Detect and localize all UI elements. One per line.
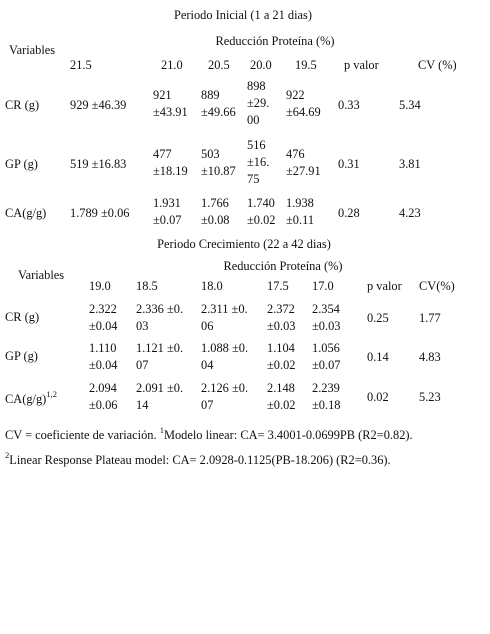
table2-col-header: 18.0	[201, 279, 223, 293]
footnote-marker: 1	[159, 424, 164, 435]
table1-cell: 0.31	[338, 157, 360, 171]
table2-cell: 2.372 ±0.03	[267, 302, 296, 333]
table1-cell: 0.33	[338, 98, 360, 112]
table2-col-header: CV(%)	[419, 279, 455, 293]
table2-title: Periodo Crecimiento (22 a 42 dias)	[157, 237, 331, 251]
table2-cell: 2.091 ±0. 14	[136, 381, 184, 412]
table1-cell: 519 ±16.83	[70, 157, 127, 171]
table1-cell: 516 ±16. 75	[247, 138, 270, 186]
table2-cell: 1.056 ±0.07	[312, 341, 341, 372]
table2-cell: 2.311 ±0. 06	[201, 302, 248, 333]
table1-col-header: 20.5	[208, 58, 230, 72]
table1-cell: 5.34	[399, 98, 421, 112]
table2-cell: 2.239 ±0.18	[312, 381, 341, 412]
table2-cell: 1.77	[419, 311, 441, 325]
table1-cell: 1.931 ±0.07	[153, 196, 182, 227]
table1-cell: 929 ±46.39	[70, 98, 127, 112]
table1-cell: 921 ±43.91	[153, 88, 188, 119]
table1-title: Periodo Inicial (1 a 21 dias)	[174, 8, 312, 22]
table1-cell: 1.766 ±0.08	[201, 196, 230, 227]
table1-col-header: 20.0	[250, 58, 272, 72]
table1-cell: 0.28	[338, 206, 360, 220]
footnote-line-2	[5, 449, 391, 467]
table1-col-header: 21.5	[70, 58, 92, 72]
table2-cell: 1.121 ±0. 07	[136, 341, 184, 372]
table2-cell: 2.322 ±0.04	[89, 302, 118, 333]
table1-cell: 1.789 ±0.06	[70, 206, 130, 220]
table2-cell: 0.14	[367, 350, 389, 364]
table1-row-label: CA(g/g)	[5, 206, 47, 220]
table1-group-header: Reducción Proteína (%)	[215, 34, 335, 48]
footnote-cv: CV = coeficiente de variación.	[5, 428, 160, 442]
table2-row-label	[5, 388, 57, 406]
table1-row-label: GP (g)	[5, 157, 38, 171]
table2-col-header: p valor	[367, 279, 402, 293]
table1-cell: 4.23	[399, 206, 421, 220]
table1-cell: 889 ±49.66	[201, 88, 236, 119]
table1-col-header: CV (%)	[418, 58, 457, 72]
table1-cell: 477 ±18.19	[153, 147, 188, 178]
table1-cell: 898 ±29. 00	[247, 79, 270, 127]
footnote-plateau-model: Linear Response Plateau model: CA= 2.0928-0.1125(PB-18.206) (R2=0.36).	[9, 453, 391, 467]
table2-row-label: CR (g)	[5, 310, 40, 324]
table2-col-header: 19.0	[89, 279, 111, 293]
footnote-line-1	[5, 424, 413, 442]
table2-group-header: Reducción Proteína (%)	[223, 259, 343, 273]
table2-cell: 2.336 ±0. 03	[136, 302, 184, 333]
table2-cell: 0.02	[367, 390, 389, 404]
table2-cell: 0.25	[367, 311, 389, 325]
table1-cell: 1.938 ±0.11	[286, 196, 315, 227]
table1-variables-header: Variables	[9, 43, 56, 57]
table2-cell: 2.094 ±0.06	[89, 381, 118, 412]
table1-cell: 476 ±27.91	[286, 147, 321, 178]
table2-col-header: 17.5	[267, 279, 289, 293]
table2-variables-header: Variables	[18, 268, 65, 282]
table2-row-label-text: CA(g/g)	[5, 392, 47, 406]
table1-col-header: 19.5	[295, 58, 317, 72]
table1-cell: 1.740 ±0.02	[247, 196, 276, 227]
table1-row-label: CR (g)	[5, 98, 40, 112]
footnote-marker: 1,2	[46, 388, 57, 399]
table2-cell: 1.110 ±0.04	[89, 341, 118, 372]
table2-cell: 2.148 ±0.02	[267, 381, 296, 412]
table2-cell: 1.104 ±0.02	[267, 341, 296, 372]
table2-cell: 5.23	[419, 390, 441, 404]
table1-cell: 922 ±64.69	[286, 88, 321, 119]
table1-cell: 503 ±10.87	[201, 147, 236, 178]
table1-col-header: 21.0	[161, 58, 183, 72]
table1-cell: 3.81	[399, 157, 421, 171]
table2-col-header: 18.5	[136, 279, 158, 293]
footnote-marker: 2	[5, 449, 10, 460]
table2-cell: 2.126 ±0. 07	[201, 381, 249, 412]
table2-col-header: 17.0	[312, 279, 334, 293]
table2-cell: 4.83	[419, 350, 441, 364]
table1-col-header: p valor	[344, 58, 379, 72]
table2-cell: 1.088 ±0. 04	[201, 341, 249, 372]
footnote-linear-model: Modelo linear: CA= 3.4001-0.0699PB (R2=0.82).	[163, 428, 413, 442]
table2-cell: 2.354 ±0.03	[312, 302, 341, 333]
table2-row-label: GP (g)	[5, 349, 38, 363]
